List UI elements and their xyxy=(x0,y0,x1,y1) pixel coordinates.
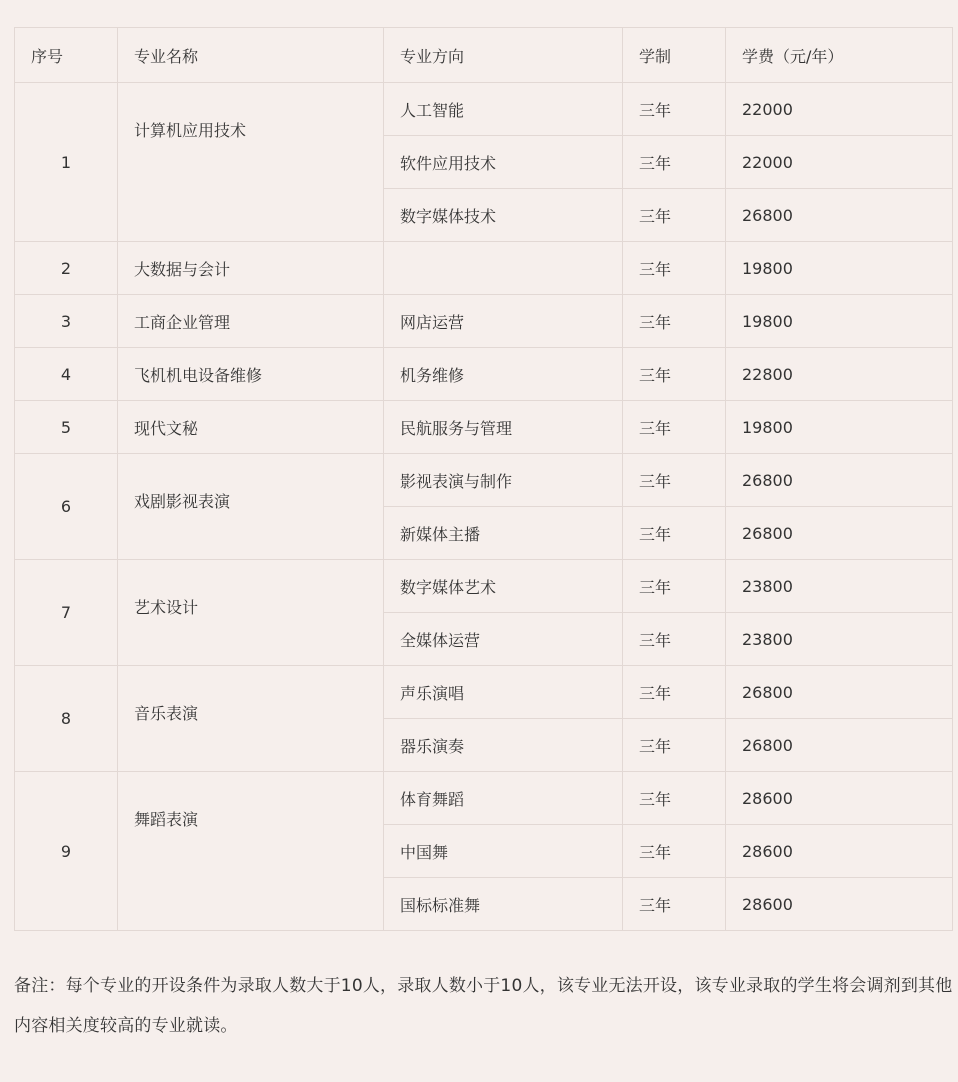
major-direction: 影视表演与制作 xyxy=(384,454,623,507)
header-duration: 学制 xyxy=(623,28,726,83)
header-no: 序号 xyxy=(15,28,118,83)
tuition-fee: 26800 xyxy=(726,454,953,507)
study-duration: 三年 xyxy=(623,348,726,401)
study-duration: 三年 xyxy=(623,454,726,507)
major-direction: 数字媒体技术 xyxy=(384,189,623,242)
table-row xyxy=(15,666,953,719)
table-row xyxy=(15,454,953,507)
major-direction: 机务维修 xyxy=(384,348,623,401)
major-name: 舞蹈表演 xyxy=(118,772,384,931)
study-duration: 三年 xyxy=(623,295,726,348)
tuition-fee: 19800 xyxy=(726,242,953,295)
table-row xyxy=(15,560,953,613)
major-direction: 人工智能 xyxy=(384,83,623,136)
tuition-fee: 23800 xyxy=(726,613,953,666)
table-row xyxy=(15,83,953,136)
major-name: 音乐表演 xyxy=(118,666,384,772)
major-direction: 中国舞 xyxy=(384,825,623,878)
major-direction: 软件应用技术 xyxy=(384,136,623,189)
major-name: 现代文秘 xyxy=(118,401,384,454)
major-name: 戏剧影视表演 xyxy=(118,454,384,560)
tuition-fee: 28600 xyxy=(726,825,953,878)
tuition-fee: 28600 xyxy=(726,878,953,931)
tuition-fee: 26800 xyxy=(726,507,953,560)
major-direction: 新媒体主播 xyxy=(384,507,623,560)
tuition-fee: 22000 xyxy=(726,83,953,136)
table-body xyxy=(15,83,953,931)
tuition-fee: 26800 xyxy=(726,189,953,242)
major-direction: 数字媒体艺术 xyxy=(384,560,623,613)
major-name: 艺术设计 xyxy=(118,560,384,666)
study-duration: 三年 xyxy=(623,878,726,931)
tuition-table xyxy=(14,27,953,931)
header-major: 专业名称 xyxy=(118,28,384,83)
footnote: 备注：每个专业的开设条件为录取人数大于10人，录取人数小于10人，该专业无法开设，该专业录取的学生将会调剂到其他内容相关度较高的专业就读。 xyxy=(14,976,953,1036)
tuition-fee: 22000 xyxy=(726,136,953,189)
row-number: 4 xyxy=(15,348,118,401)
major-direction: 国标标准舞 xyxy=(384,878,623,931)
row-number: 9 xyxy=(15,772,118,931)
study-duration: 三年 xyxy=(623,242,726,295)
study-duration: 三年 xyxy=(623,825,726,878)
tuition-fee: 23800 xyxy=(726,560,953,613)
major-direction: 网店运营 xyxy=(384,295,623,348)
major-direction xyxy=(384,242,623,295)
row-number: 6 xyxy=(15,454,118,560)
study-duration: 三年 xyxy=(623,719,726,772)
major-direction: 声乐演唱 xyxy=(384,666,623,719)
table-row xyxy=(15,401,953,454)
major-name: 大数据与会计 xyxy=(118,242,384,295)
major-name: 工商企业管理 xyxy=(118,295,384,348)
study-duration: 三年 xyxy=(623,613,726,666)
major-direction: 民航服务与管理 xyxy=(384,401,623,454)
study-duration: 三年 xyxy=(623,83,726,136)
row-number: 5 xyxy=(15,401,118,454)
table-row xyxy=(15,295,953,348)
major-name: 飞机机电设备维修 xyxy=(118,348,384,401)
study-duration: 三年 xyxy=(623,136,726,189)
major-direction: 器乐演奏 xyxy=(384,719,623,772)
study-duration: 三年 xyxy=(623,666,726,719)
tuition-fee: 19800 xyxy=(726,401,953,454)
table-row xyxy=(15,772,953,825)
tuition-fee: 22800 xyxy=(726,348,953,401)
major-direction: 体育舞蹈 xyxy=(384,772,623,825)
table-row xyxy=(15,242,953,295)
row-number: 1 xyxy=(15,83,118,242)
tuition-fee: 19800 xyxy=(726,295,953,348)
major-name: 计算机应用技术 xyxy=(118,83,384,242)
tuition-fee: 28600 xyxy=(726,772,953,825)
major-direction: 全媒体运营 xyxy=(384,613,623,666)
study-duration: 三年 xyxy=(623,772,726,825)
study-duration: 三年 xyxy=(623,401,726,454)
table-header-row xyxy=(15,28,953,83)
tuition-fee: 26800 xyxy=(726,719,953,772)
header-direction: 专业方向 xyxy=(384,28,623,83)
study-duration: 三年 xyxy=(623,507,726,560)
row-number: 8 xyxy=(15,666,118,772)
row-number: 2 xyxy=(15,242,118,295)
study-duration: 三年 xyxy=(623,560,726,613)
row-number: 7 xyxy=(15,560,118,666)
table-row xyxy=(15,348,953,401)
row-number: 3 xyxy=(15,295,118,348)
tuition-fee: 26800 xyxy=(726,666,953,719)
study-duration: 三年 xyxy=(623,189,726,242)
header-fee: 学费（元/年） xyxy=(726,28,953,83)
